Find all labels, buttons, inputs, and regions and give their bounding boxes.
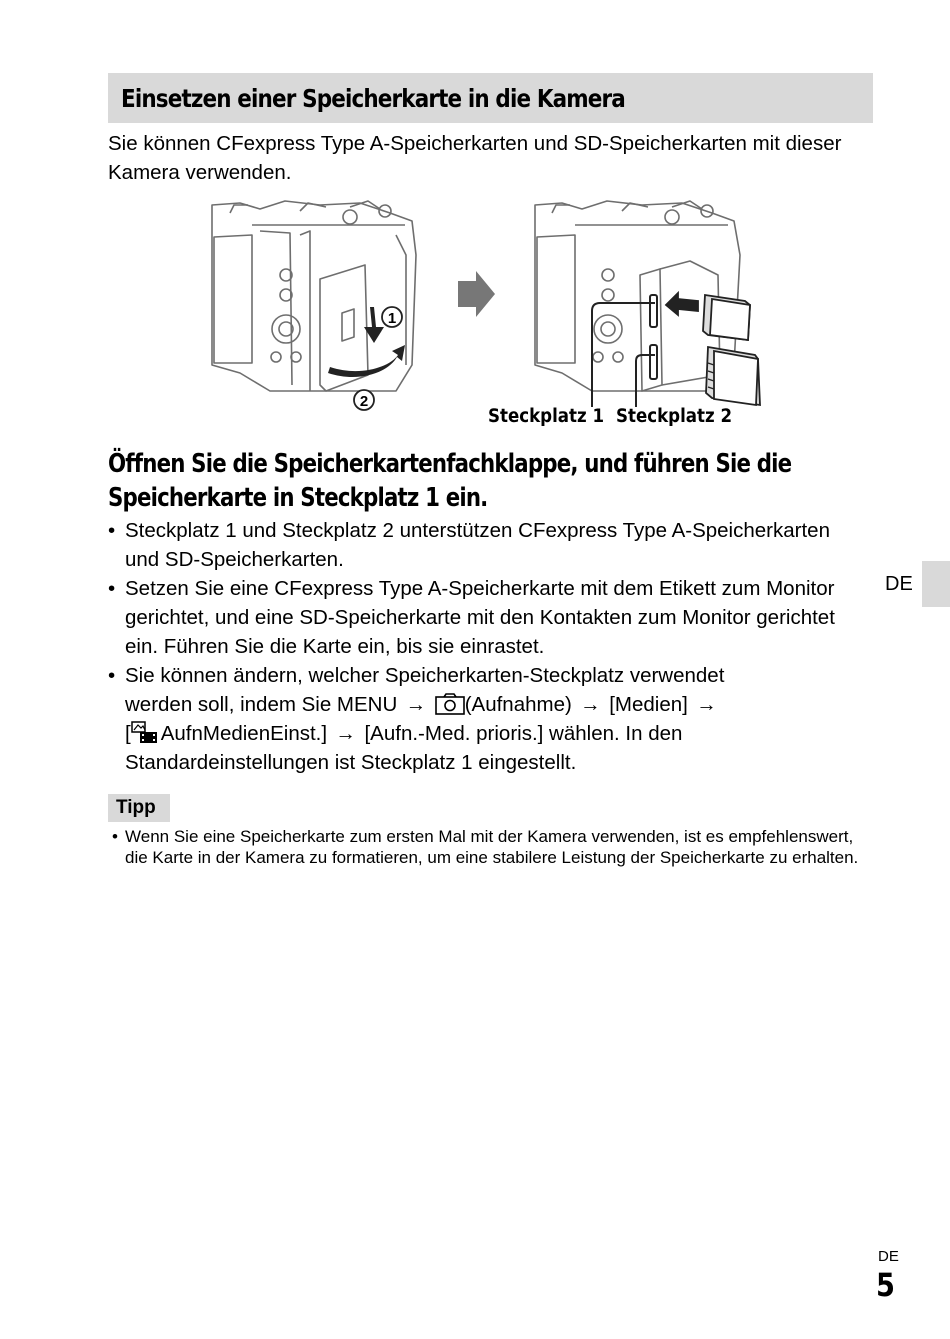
section-title: Einsetzen einer Speicherkarte in die Kamera xyxy=(121,83,625,113)
instruction-list xyxy=(108,516,853,777)
tip-label: Tipp xyxy=(116,797,156,818)
step-heading: Öffnen Sie die Speicherkartenfachklappe, und führen Sie die Speicherkarte in Steckplatz 1 ein. xyxy=(108,449,792,513)
next-step-arrow-icon xyxy=(458,271,495,317)
arrow-icon: → xyxy=(405,693,427,716)
camera-open-door-drawing xyxy=(212,201,416,391)
list-item: • Sie können ändern, welcher Speicherkarten-Steckplatz verwendet werden soll, indem Sie MENU → (Aufnahme) → [Medien] → [ AufnMedienEinst.] → [Aufn.-Med. prioris.] wählen. In den Standardeinstellungen ist Steckplatz 1 eingestellt. xyxy=(108,661,853,777)
media-settings-icon xyxy=(131,720,159,744)
sd-card-drawing xyxy=(706,347,760,405)
slot-2-label: Steckplatz 2 xyxy=(616,406,733,427)
card-insertion-illustration xyxy=(200,195,780,440)
language-side-tab xyxy=(922,561,950,607)
footer-language: DE xyxy=(878,1248,899,1265)
tip-text: • Wenn Sie eine Speicherkarte zum ersten Mal mit der Kamera verwenden, ist es empfehlenswert, die Karte in der Kamera zu formatieren, um eine stabilere Leistung der Speicherkarte zu erhalten. xyxy=(112,826,872,868)
tip-label-box xyxy=(108,794,170,822)
cfexpress-card-drawing xyxy=(666,293,750,340)
arrow-icon: → xyxy=(696,693,717,716)
arrow-icon: → xyxy=(335,722,357,745)
tip-list xyxy=(112,826,872,868)
step-1-marker xyxy=(382,307,402,327)
arrow-icon: → xyxy=(580,693,601,716)
intro-text: Sie können CFexpress Type A-Speicherkarten und SD-Speicherkarten mit dieser Kamera verwenden. xyxy=(108,132,842,184)
step-2-marker xyxy=(354,390,374,410)
svg-text:2: 2 xyxy=(359,393,369,410)
page-number: 5 xyxy=(876,1266,895,1304)
camera-icon xyxy=(435,693,465,715)
list-item: • Steckplatz 1 und Steckplatz 2 unterstützen CFexpress Type A-Speicherkarten und SD-Speicherkarten. xyxy=(108,516,853,574)
svg-text:1: 1 xyxy=(387,310,397,327)
language-side-label: DE xyxy=(885,573,913,595)
slot-1-label: Steckplatz 1 xyxy=(488,406,605,427)
list-item: • Setzen Sie eine CFexpress Type A-Speicherkarte mit dem Etikett zum Monitor gerichtet, und eine SD-Speicherkarte mit den Kontakten zum Monitor gerichtet ein. Führen Sie die Karte ein, bis sie einrastet. xyxy=(108,574,853,661)
section-title-bar xyxy=(108,73,873,123)
